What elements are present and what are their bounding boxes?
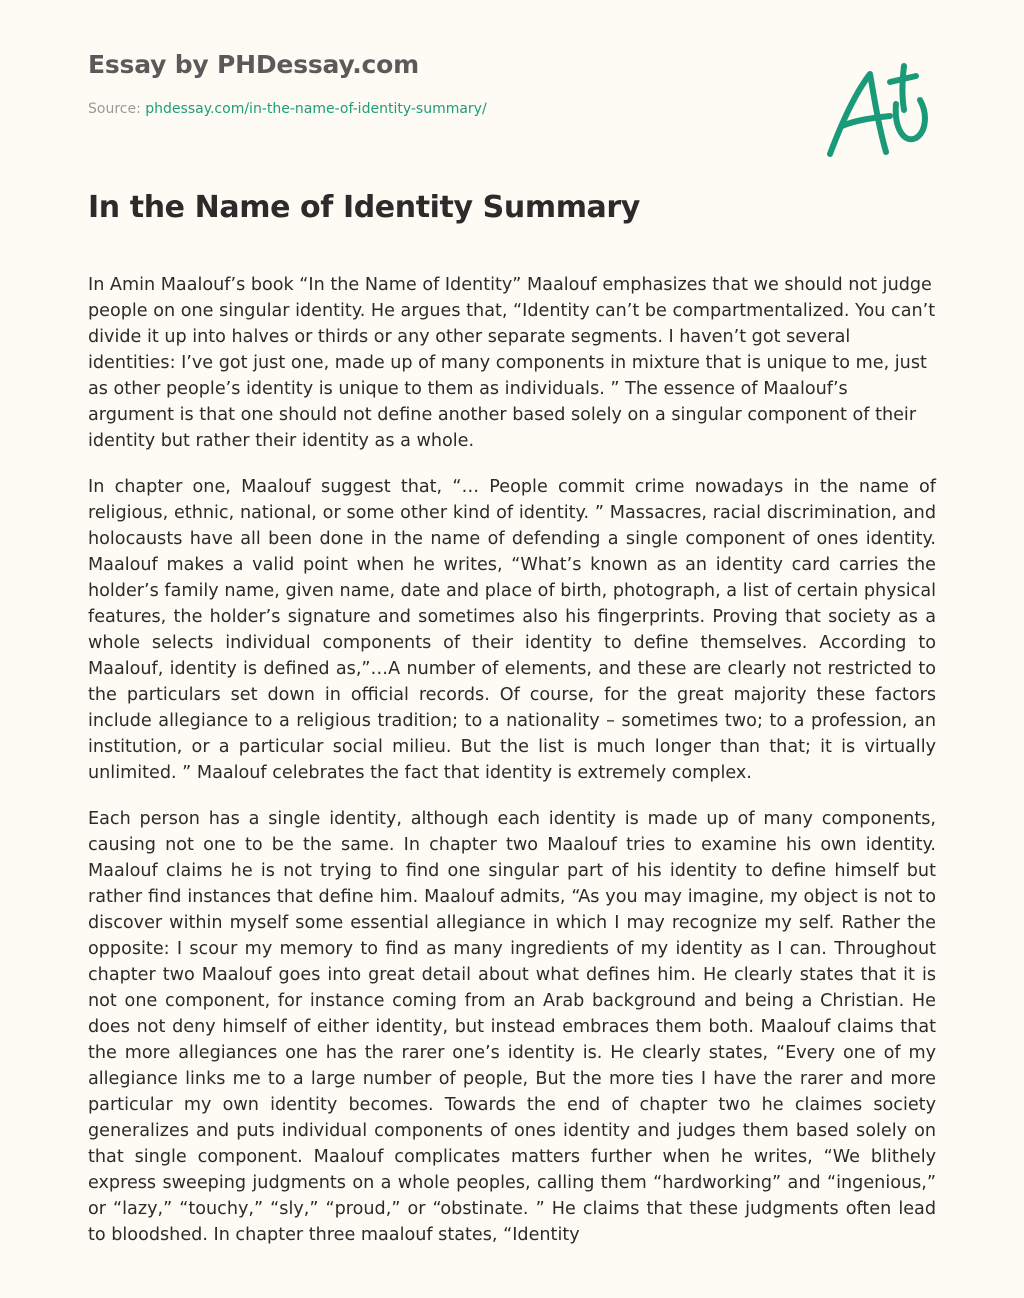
site-brand: Essay by PHDessay.com [88, 50, 419, 79]
essay-body [88, 272, 936, 1268]
paragraph: In Amin Maalouf’s book “In the Name of Identity” Maalouf emphasizes that we should not judge people on one singular identity. He argues that, “Identity can’t be compartmentalized. You can’t divide it up into halves or thirds or any other separate segments. I haven’t got several identities: I’ve got just one, made up of many components in mixture that is unique to me, just as other people’s identity is unique to them as individuals. ” The essence of Maalouf’s argument is that one should not define another based solely on a singular component of their identity but rather their identity as a whole. [88, 275, 936, 451]
source-label: Source: [88, 101, 141, 117]
page-title: In the Name of Identity Summary [88, 190, 640, 225]
paragraph: In chapter one, Maalouf suggest that, “… People commit crime nowadays in the name of religious, ethnic, national, or some other kind of identity. ” Massacres, racial discrimination, and holocausts have all been done in the name of defending a single component of ones identity. Maalouf makes a valid point when he writes, “What’s known as an identity card carries the holder’s family name, given name, date and place of birth, photograph, a list of certain physical features, the holder’s signature and sometimes also his fingerprints. Proving that society as a whole selects individual components of their identity to define themselves. According to Maalouf, identity is defined as,”…A number of elements, and these are clearly not restricted to the particulars set down in official records. Of course, for the great majority these factors include allegiance to a religious tradition; to a nationality – sometimes two; to a profession, an institution, or a particular social milieu. But the list is much longer than that; it is virtually unlimited. ” Maalouf celebrates the fact that identity is extremely complex. [88, 477, 936, 783]
a-plus-grade-icon [820, 62, 932, 162]
source-link[interactable]: phdessay.com/in-the-name-of-identity-summary/ [145, 101, 487, 117]
source-line [88, 101, 487, 117]
paragraph: Each person has a single identity, although each identity is made up of many components, causing not one to be the same. In chapter two Maalouf tries to examine his own identity. Maalouf claims he is not trying to find one singular part of his identity to define himself but rather find instances that define him. Maalouf admits, “As you may imagine, my object is not to discover within myself some essential allegiance in which I may recognize my self. Rather the opposite: I scour my memory to find as many ingredients of my identity as I can. Throughout chapter two Maalouf goes into great detail about what defines him. He clearly states that it is not one component, for instance coming from an Arab background and being a Christian. He does not deny himself of either identity, but instead embraces them both. Maalouf claims that the more allegiances one has the rarer one’s identity is. He clearly states, “Every one of my allegiance links me to a large number of people, But the more ties I have the rarer and more particular my own identity becomes. Towards the end of chapter two he claimes society generalizes and puts individual components of ones identity and judges them based solely on that single component. Maalouf complicates matters further when he writes, “We blithely express sweeping judgments on a whole peoples, calling them “hardworking” and “ingenious,” or “lazy,” “touchy,” “sly,” “proud,” or “obstinate. ” He claims that these judgments often lead to bloodshed. In chapter three maalouf states, “Identity [88, 809, 936, 1245]
